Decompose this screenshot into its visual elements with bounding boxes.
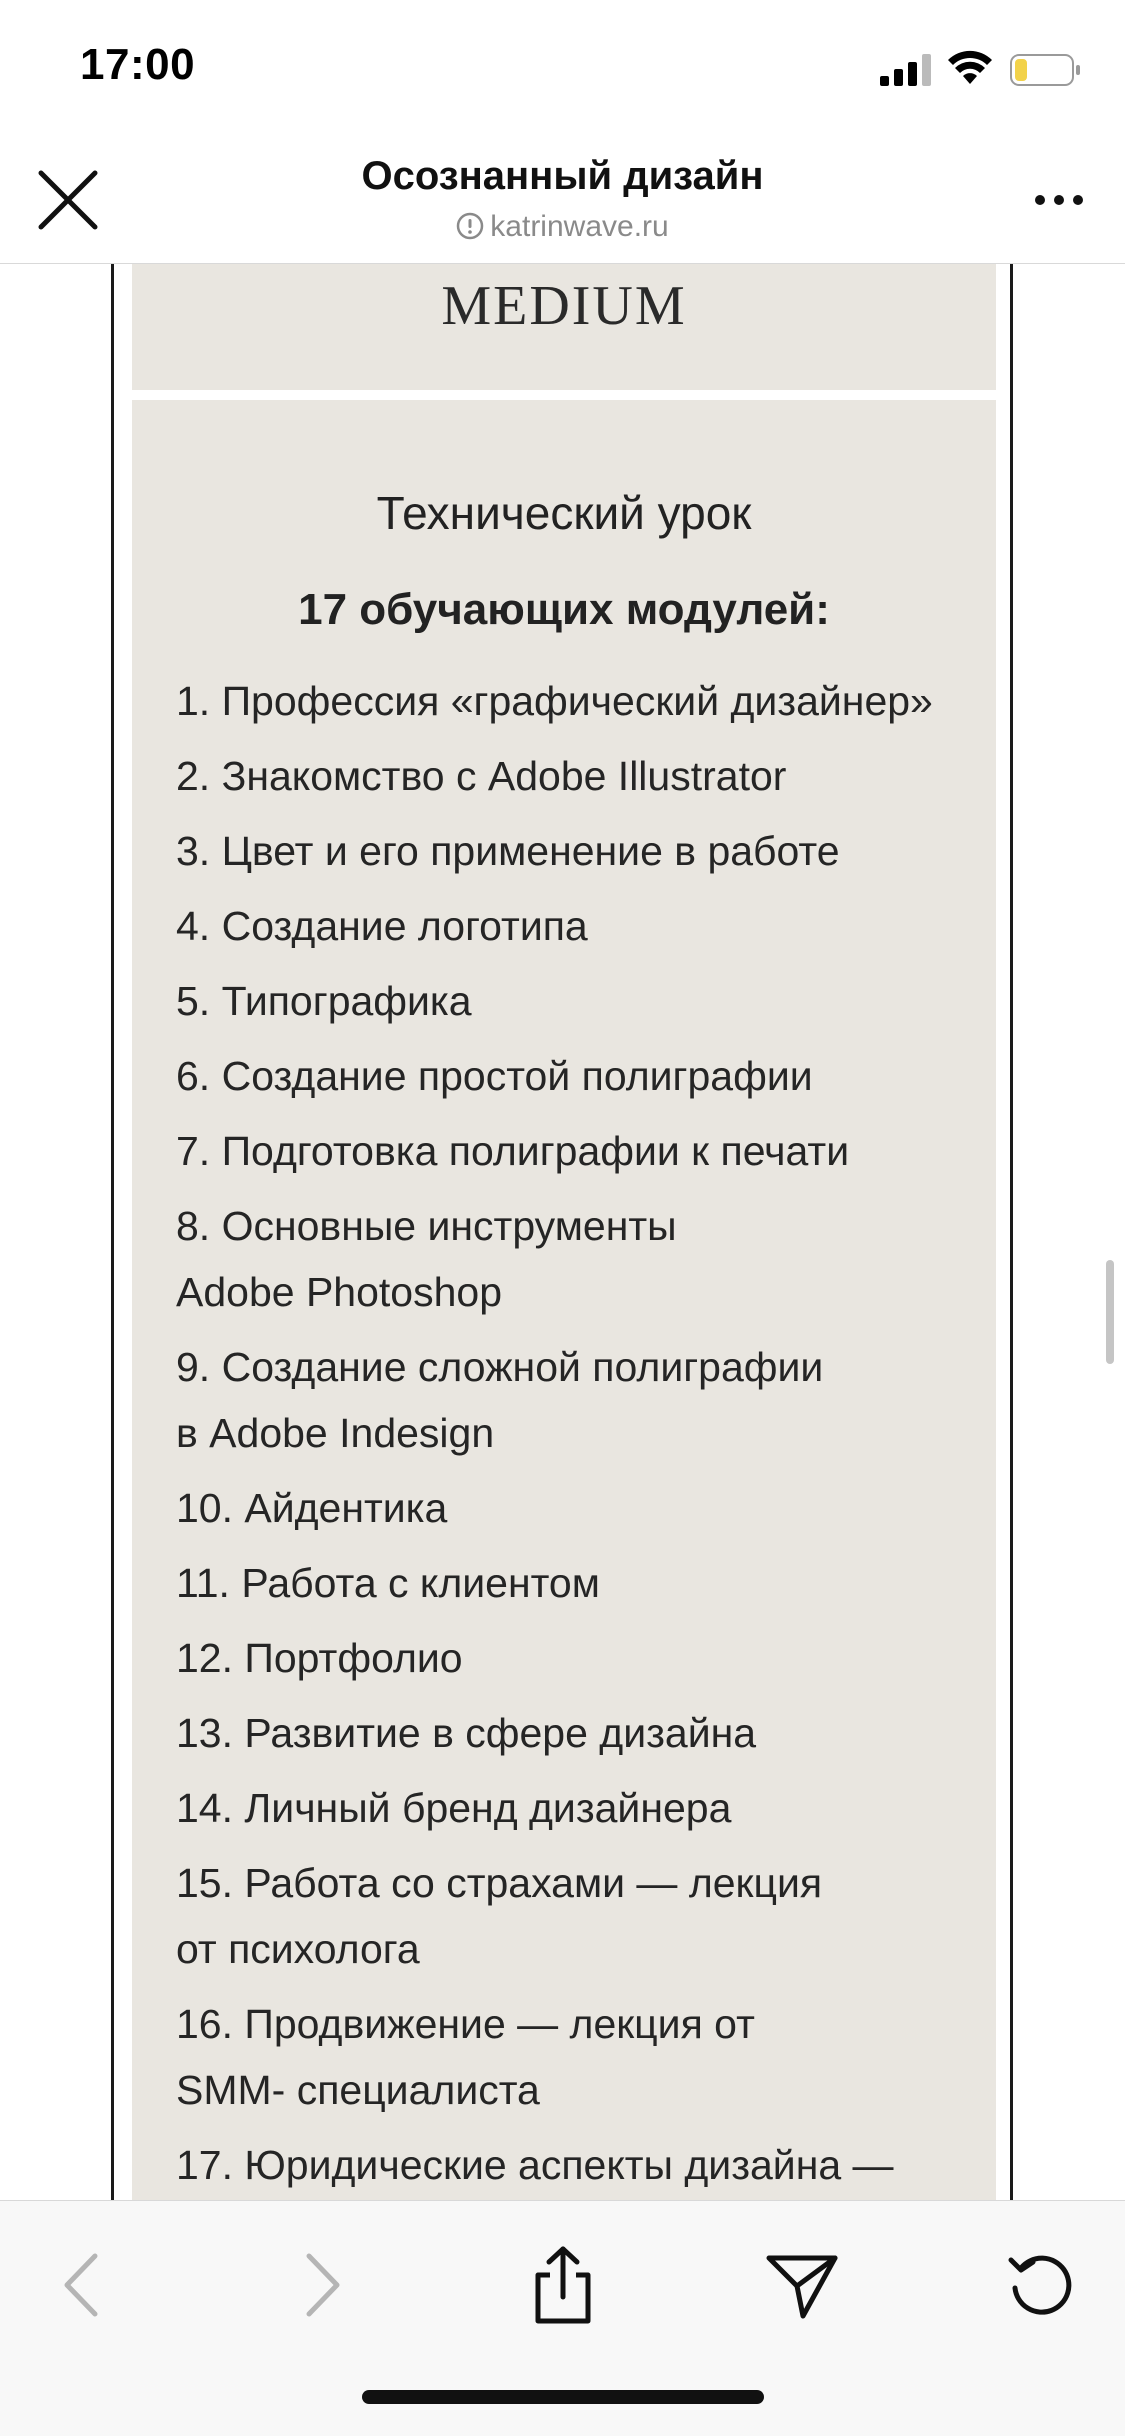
module-item: 6. Создание простой полиграфии	[176, 1053, 813, 1099]
pricing-card-frame	[111, 264, 1013, 2200]
more-button[interactable]	[1024, 180, 1094, 220]
more-icon	[1035, 195, 1045, 205]
back-button[interactable]	[34, 2237, 130, 2333]
back-icon	[57, 2250, 107, 2320]
module-item: 2. Знакомство с Adobe Illustrator	[176, 753, 787, 799]
page-title: Осознанный дизайн	[361, 154, 764, 198]
web-content[interactable]	[0, 264, 1125, 2200]
module-item: 10. Айдентика	[176, 1485, 448, 1531]
module-list	[176, 668, 976, 2200]
module-item: 9. Создание сложной полиграфии в Adobe Indesign	[176, 1344, 824, 1456]
signal-icon	[880, 54, 932, 86]
module-item: 15. Работа со страхами — лекция от психолога	[176, 1860, 823, 1972]
browser-header	[0, 140, 1125, 264]
module-item: 8. Основные инструменты Adobe Photoshop	[176, 1203, 677, 1315]
modules-panel	[132, 400, 996, 2200]
share-button[interactable]	[515, 2237, 611, 2333]
module-item: 14. Личный бренд дизайнера	[176, 1785, 732, 1831]
module-item: 1. Профессия «графический дизайнер»	[176, 678, 933, 724]
module-item: 3. Цвет и его применение в работе	[176, 828, 840, 874]
plan-header	[132, 264, 996, 390]
status-time: 17:00	[80, 40, 196, 89]
share-icon	[528, 2245, 598, 2325]
module-item: 7. Подготовка полиграфии к печати	[176, 1128, 850, 1174]
domain-text: katrinwave.ru	[490, 210, 669, 243]
module-item: 17. Юридические аспекты дизайна —	[176, 2142, 894, 2188]
more-icon-dot	[1054, 195, 1064, 205]
wifi-icon	[948, 50, 992, 86]
plan-name: MEDIUM	[441, 275, 687, 337]
forward-icon	[297, 2250, 347, 2320]
send-icon	[765, 2248, 839, 2322]
reload-button[interactable]	[994, 2237, 1090, 2333]
scroll-indicator[interactable]	[1106, 1260, 1114, 1364]
more-icon-dot	[1073, 195, 1083, 205]
modules-heading: 17 обучающих модулей:	[298, 585, 830, 634]
module-item: 5. Типографика	[176, 978, 472, 1024]
reload-icon	[1005, 2248, 1079, 2322]
home-indicator	[362, 2390, 764, 2404]
status-bar	[0, 0, 1125, 140]
module-item: 13. Развитие в сфере дизайна	[176, 1710, 757, 1756]
module-item: 16. Продвижение — лекция от SMM- специалиста	[176, 2001, 755, 2113]
send-button[interactable]	[754, 2237, 850, 2333]
lesson-title: Технический урок	[376, 487, 752, 539]
info-icon	[456, 212, 484, 240]
page-domain	[0, 210, 1125, 244]
forward-button[interactable]	[274, 2237, 370, 2333]
module-item: 12. Портфолио	[176, 1635, 463, 1681]
battery-icon	[1010, 54, 1082, 86]
module-item: 4. Создание логотипа	[176, 903, 588, 949]
module-item: 11. Работа с клиентом	[176, 1560, 600, 1606]
